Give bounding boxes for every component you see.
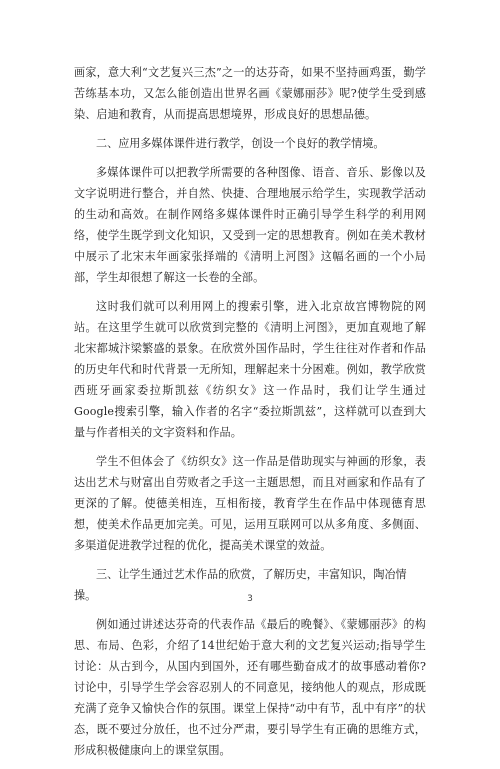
page-number: 3	[247, 594, 253, 604]
section-heading-3: 三、让学生通过艺术作品的欣赏，了解历史，丰富知识，陶冶情操。	[74, 568, 407, 602]
paragraph-multimedia: 多媒体课件可以把教学所需要的各种图像、语音、音乐、影像以及文字说明进行整合，并自然、快捷、合理地展示给学生，实现教学活动的生动和高效。在制作网络多媒体课件时正确引导学生科学的利用网络，使学生既学到文化知识，又受到一定的思想教育。例如在美术教材中展示了北宋末年画家张择端的《清明上河图》这幅名画的一个小局部，学生却很想了解这一长卷的全部。	[74, 166, 426, 284]
document-body	[74, 62, 426, 769]
paragraph-search-engine: 这时我们就可以利用网上的搜索引擎，进入北京故宫博物院的网站。在这里学生就可以欣赏到完整的《清明上河图》，更加直观地了解北宋都城汴梁繁盛的景象。在欣赏外国作品时，学生往往对作者和作品的历史年代和时代背景一无所知，理解起来十分困难。例如，教学欣赏西班牙画家委拉斯凯兹《纺织女》这一作品时，我们让学生通过Google搜索引擎，输入作者的名字“委拉斯凯兹”，这样就可以查到大量与作者相关的文字资料和作品。	[74, 300, 426, 439]
section-heading-2: 二、应用多媒体课件进行教学，创设一个良好的教学情境。	[96, 137, 385, 150]
paragraph-davinci: 例如通过讲述达芬奇的代表作品《最后的晚餐》、《蒙娜丽莎》的构思、布局、色彩，介绍了14世纪始于意大利的文艺复兴运动;指导学生讨论：从古到今，从国内到国外，还有哪些勤奋成才的故事感动着你?讨论中，引导学生学会容忍别人的不同意见，接纳他人的观点，形成既充满了竞争又愉快合作的氛围。课堂上保持“动中有节，乱中有序”的状态，既不要过分放任，也不过分严肃，要引导学生有正确的思维方式，形成积极健康向上的课堂氛围。	[74, 618, 426, 757]
paragraph-intro-continuation: 画家，意大利“文艺复兴三杰”之一的达芬奇，如果不坚持画鸡蛋，勤学苦练基本功，又怎么能创造出世界名画《蒙娜丽莎》呢?使学生受到感染、启迪和教育，从而提高思想境界，形成良好的思想品德。	[74, 66, 426, 121]
paragraph-weaver: 学生不但体会了《纺织女》这一作品是借助现实与神画的形象，表达出艺术与财富出自劳败者之手这一主题思想，而且对画家和作品有了更深的了解。使德美相连，互相衔接，教育学生在作品中体现德育思想，使美术作品更加完美。可见，运用互联网可以从多角度、多侧面、多渠道促进教学过程的优化，提高美术课堂的效益。	[74, 455, 426, 552]
